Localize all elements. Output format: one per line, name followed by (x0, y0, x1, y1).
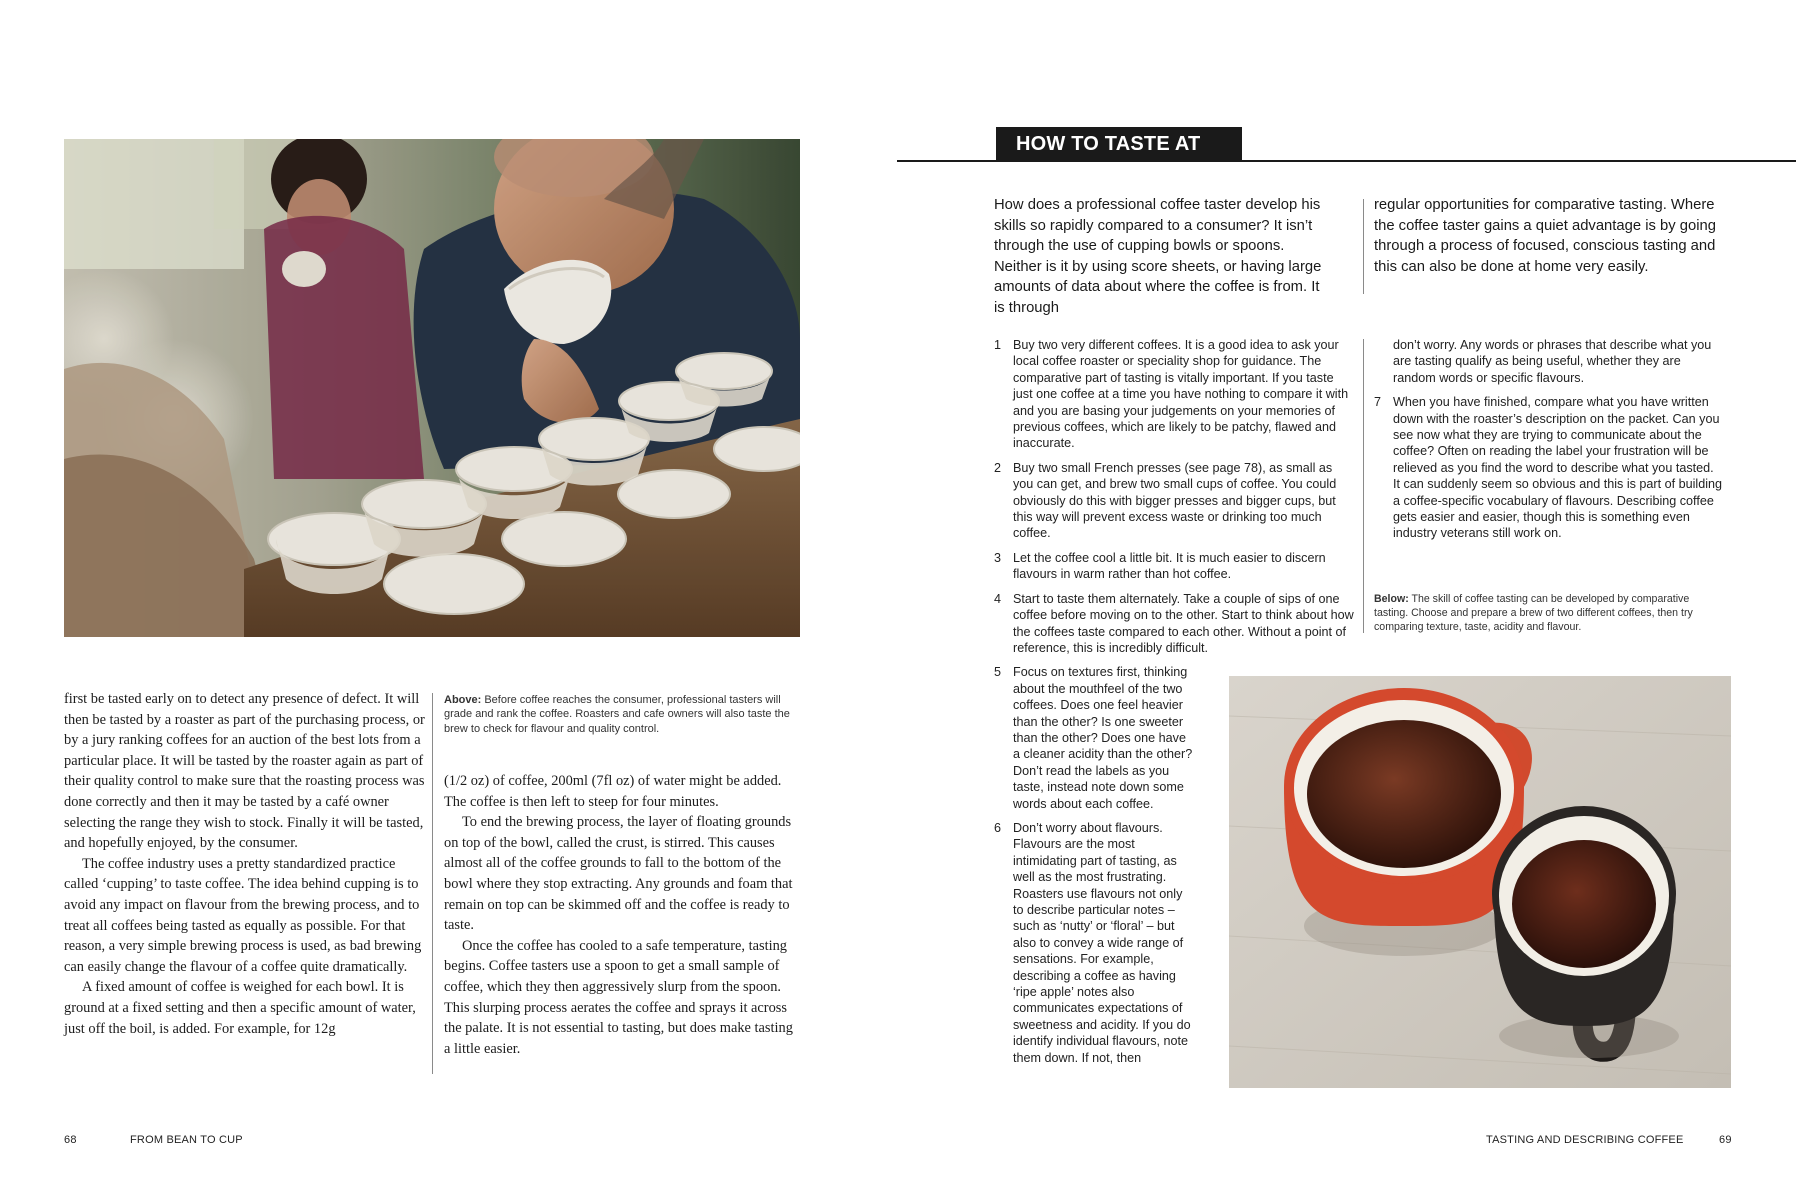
step-item (1374, 394, 1724, 542)
step-continuation (1374, 337, 1724, 386)
step-item (994, 664, 1195, 812)
step-text: Let the coffee cool a little bit. It is much easier to discern flavours in warm rather than hot coffee. (1013, 550, 1326, 582)
step-text: Buy two small French presses (see page 78), as small as you can get, and brew two small cups of coffee. You could obviously do this with bigger presses and bigger cups, but this way will prevent excess waste or drinking too much coffee. (1013, 460, 1337, 541)
step-text: When you have finished, compare what you have written down with the roaster’s description on the packet. Can you see now what they are trying to communicate about the coffee? Often on reading the label your frustration will be relieved as you find the word to describe what you tasted. It can suddenly seem so obvious and this is part of building a coffee-specific vocabulary of flavours. Describing coffee gets easier and easier, though this is something even industry veterans still work on. (1393, 395, 1723, 541)
page-number-left: 68 (64, 1134, 77, 1146)
caption-text: Before coffee reaches the consumer, professional tasters will grade and rank the coffee. Roasters and cafe owners will also taste the brew to check for flavour and quality control. (444, 694, 790, 735)
step-text: Focus on textures first, thinking about the mouthfeel of the two coffees. Does one feel heavier than the other? Is one sweeter than the other? Does one have a cleaner acidity than the other? Don’t read the labels as you taste, instead note down some words about each coffee. (1013, 665, 1193, 811)
left-body-column-1 (64, 689, 426, 1039)
step-text: Don’t worry about flavours. Flavours are the most intimidating part of tasting, as well as the most frustrating. Roasters use flavours not only to describe particular notes – such as ‘nutty’ or ‘floral’ – but also to convey a wide range of sensations. For example, describing a coffee as having ‘ripe apple’ notes also communicates expectations of sweetness and acidity. If you do identify individual flavours, note them down. If not, then (1013, 820, 1191, 1065)
paragraph: first be tasted early on to detect any presence of defect. It will then be tasted by a roaster as part of the purchasing process, or by a jury ranking coffees for an auction of the best lots from a particular place. It will be tasted by the roaster again as part of their quality control to make sure that the roasting process was done correctly and then it may be tasted by a café owner selecting the range they wish to stock. Finally it will be tasted, and hopefully enjoyed, by the consumer. (64, 691, 425, 852)
cupping-photo (64, 139, 800, 637)
step-text: Start to taste them alternately. Take a couple of sips of one coffee before moving on to the other. Start to think about how the coffees taste compared to each other. Without a point of reference, this is incredibly difficult. (1013, 591, 1354, 655)
step-item (994, 820, 1195, 1066)
paragraph: Once the coffee has cooled to a safe temperature, tasting begins. Coffee tasters use a spoon to get a small sample of coffee, which they then aggressively slurp from the spoon. This slurping process aerates the coffee and sprays it across the palate. It is not essential to tasting, but does make tasting a little easier. (444, 937, 793, 1057)
step-number: 3 (994, 550, 1002, 565)
step-item (994, 550, 1354, 583)
photo-two-coffee-cups-icon (1229, 676, 1731, 1088)
running-head-right: TASTING AND DESCRIBING COFFEE (1486, 1134, 1684, 1146)
intro-column-2: regular opportunities for comparative tasting. Where the coffee taster gains a quiet advantage is by going through a process of focused, conscious tasting and this can also be done at home very easily. (1374, 197, 1716, 275)
step-item (994, 337, 1354, 452)
two-coffee-cups-photo (1229, 676, 1731, 1088)
steps-column-2 (1374, 337, 1724, 550)
step-number: 7 (1374, 395, 1382, 410)
step-number: 1 (994, 338, 1002, 352)
left-body-column-2 (444, 771, 796, 1059)
paragraph: (1/2 oz) of coffee, 200ml (7fl oz) of water might be added. The coffee is then left to steep for four minutes. (444, 773, 782, 810)
caption-text: The skill of coffee tasting can be developed by comparative tasting. Choose and prepare a brew of two different coffees, then try comparing texture, taste, acidity and flavour. (1374, 593, 1693, 634)
photo-man-sipping-coffee-icon (64, 139, 800, 637)
photo-caption-above (444, 693, 796, 736)
running-head-left: FROM BEAN TO CUP (130, 1134, 243, 1146)
paragraph: A fixed amount of coffee is weighed for each bowl. It is ground at a fixed setting and then a specific amount of water, just off the boil, is added. For example, for 12g (64, 979, 416, 1037)
column-divider (1363, 339, 1364, 633)
column-divider (432, 693, 433, 1074)
step-item (994, 460, 1354, 542)
photo-caption-below (1374, 592, 1724, 635)
caption-lead: Below: (1374, 593, 1409, 605)
page-number-right: 69 (1719, 1134, 1732, 1146)
step-number: 4 (994, 591, 1002, 606)
paragraph: The coffee industry uses a pretty standardized practice called ‘cupping’ to taste coffee. The idea behind cupping is to avoid any impact on flavour from the brewing process, and to treat all coffees being tasted as equally as possible. For that reason, a very simple brewing process is used, as bad brewing can easily change the flavour of a coffee quite dramatically. (64, 855, 422, 975)
intro-column-1: How does a professional coffee taster develop his skills so rapidly compared to a consumer? It isn’t through the use of cupping bowls or spoons. Neither is it by using score sheets, or having large amounts of data about where the coffee is from. It is through (994, 197, 1322, 316)
step-text: don’t worry. Any words or phrases that describe what you are tasting qualify as being useful, whether they are random words or specific flavours. (1393, 338, 1712, 385)
section-heading: HOW TO TASTE AT HOME (996, 127, 1242, 162)
paragraph: To end the brewing process, the layer of floating grounds on top of the bowl, called the crust, is stirred. This causes almost all of the coffee grounds to fall to the bottom of the bowl where they stop extracting. Any grounds and foam that remain on top can be skimmed off and the coffee is ready to taste. (444, 814, 793, 934)
caption-lead: Above: (444, 694, 482, 706)
column-divider (1363, 199, 1364, 294)
step-number: 2 (994, 460, 1002, 475)
step-item (994, 591, 1354, 657)
step-text: Buy two very different coffees. It is a good idea to ask your local coffee roaster or speciality shop for guidance. The comparative part of tasting is vitally important. If you taste just one coffee at a time you have nothing to compare it with and you are basing your judgements on your memories of previous coffees, which are likely to be patchy, flawed and inaccurate. (1013, 338, 1349, 451)
step-number: 6 (994, 820, 1002, 835)
step-number: 5 (994, 665, 1002, 680)
